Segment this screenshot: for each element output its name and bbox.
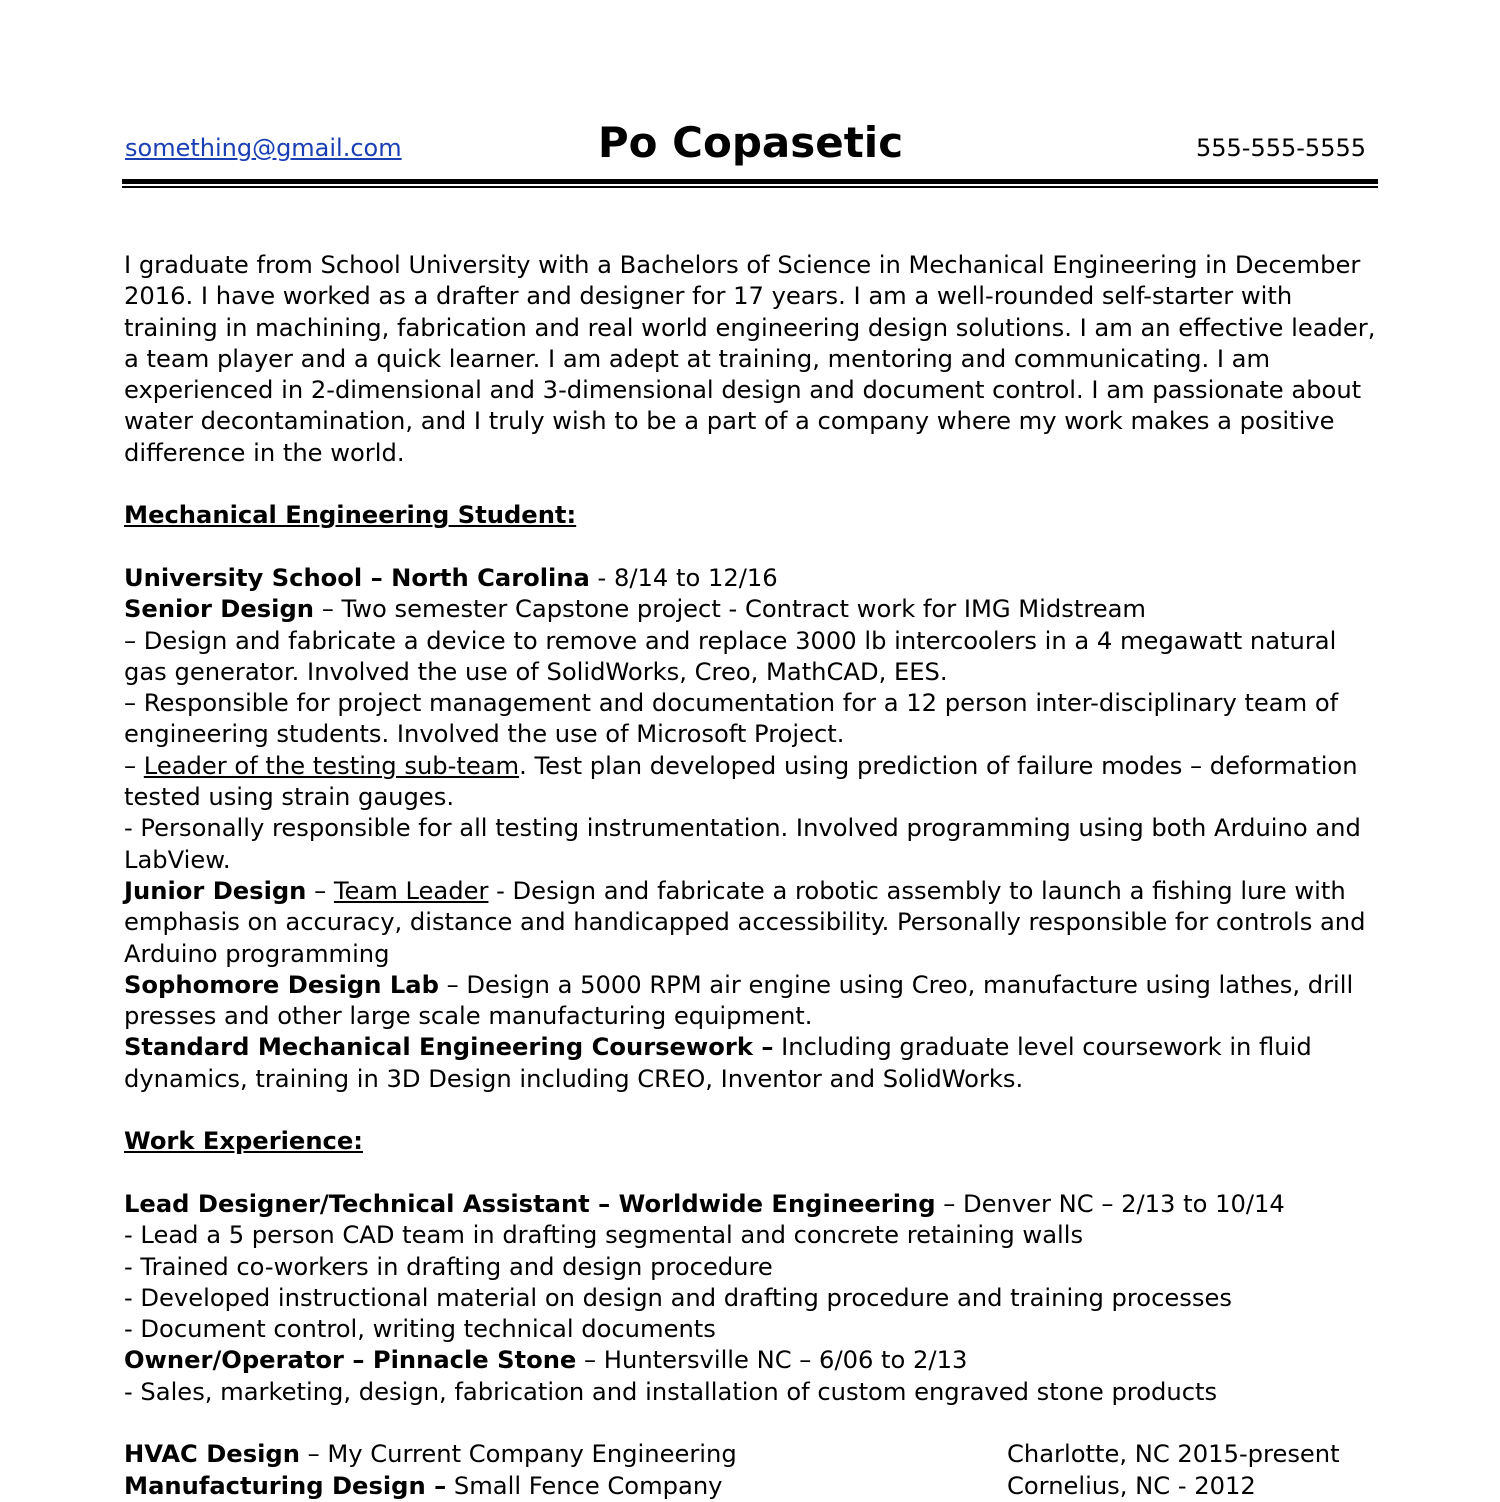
junior-sep: – (306, 876, 334, 905)
school-dates: - 8/14 to 12/16 (589, 563, 778, 592)
other-job-desc: Small Fence Company (446, 1471, 723, 1500)
senior-bullet-3 (124, 751, 1386, 814)
job-2-meta: – Huntersville NC – 6/06 to 2/13 (576, 1346, 968, 1375)
header-divider-thin (122, 186, 1378, 188)
other-job-row (124, 1439, 1386, 1470)
job-1-item: - Lead a 5 person CAD team in drafting segmental and concrete retaining walls (124, 1221, 1084, 1250)
senior-bullet-4: - Personally responsible for all testing instrumentation. Involved programming using both Arduino and LabView. (124, 814, 1361, 874)
summary-paragraph: I graduate from School University with a Bachelors of Science in Mechanical Engineering in December 2016. I have worked as a drafter and designer for 17 years. I am a well-rounded self-starter with training in machining, fabrication and real world engineering design solutions. I am an effective leader, a team player and a quick learner. I am adept at training, mentoring and communicating. I am experienced in 2-dimensional and 3-dimensional design and document control. I am passionate about water decontamination, and I truly wish to be a part of a company where my work makes a positive difference in the world. (124, 251, 1376, 467)
bullet-3-rest: . Test plan developed using prediction of failure modes – deformation tested using strain gauges. (124, 751, 1358, 812)
senior-bullet-1: – Design and fabricate a device to remove and replace 3000 lb intercoolers in a 4 megawatt natural gas generator. Involved the use of SolidWorks, Creo, MathCAD, EES. (124, 626, 1337, 686)
school-line (124, 563, 1386, 594)
senior-bullet-2: – Responsible for project management and documentation for a 12 person inter-disciplinary team of engineering students. Involved the use of Microsoft Project. (124, 689, 1339, 749)
other-job-left (124, 1471, 1007, 1502)
resume-body (124, 250, 1386, 1502)
bullet-prefix: – (124, 751, 144, 780)
other-job-left (124, 1439, 1007, 1470)
job-1-meta: – Denver NC – 2/13 to 10/14 (935, 1189, 1285, 1218)
other-job-row (124, 1471, 1386, 1502)
job-2-title: Owner/Operator – Pinnacle Stone (124, 1346, 577, 1375)
sophomore-design-desc: – Design a 5000 RPM air engine using Creo, manufacture using lathes, drill presses and other large scale manufacturing equipment. (124, 970, 1354, 1031)
school-name: University School – North Carolina (124, 563, 590, 592)
other-job-title: Manufacturing Design – (124, 1471, 447, 1500)
header-divider-thick (122, 179, 1378, 184)
education-heading: Mechanical Engineering Student: (124, 501, 577, 530)
sophomore-design-title: Sophomore Design Lab (124, 970, 439, 999)
job-1-line (124, 1189, 1386, 1220)
coursework-desc: Including graduate level coursework in fluid dynamics, training in 3D Design including CREO, Inventor and SolidWorks. (124, 1033, 1312, 1093)
coursework-line (124, 1032, 1386, 1095)
senior-design-desc: – Two semester Capstone project - Contract work for IMG Midstream (314, 595, 1146, 624)
senior-design-line (124, 594, 1386, 625)
other-job-title: HVAC Design (124, 1440, 300, 1469)
candidate-name: Po Copasetic (597, 118, 904, 167)
job-1-item: - Developed instructional material on design and drafting procedure and training processes (124, 1283, 1232, 1312)
junior-design-title: Junior Design (124, 876, 307, 905)
job-1-item: - Document control, writing technical documents (124, 1315, 716, 1344)
testing-leader-text: Leader of the testing sub-team (143, 751, 520, 780)
work-heading: Work Experience: (124, 1127, 363, 1156)
senior-design-title: Senior Design (124, 595, 315, 624)
job-1-title: Lead Designer/Technical Assistant – Worldwide Engineering (124, 1189, 936, 1218)
other-job-location: Cornelius, NC - 2012 (1007, 1471, 1256, 1500)
job-1-item: - Trained co-workers in drafting and design procedure (124, 1252, 773, 1281)
email-link[interactable]: something@gmail.com (125, 134, 402, 162)
other-job-location: Charlotte, NC 2015-present (1007, 1440, 1340, 1469)
team-leader-text: Team Leader (333, 876, 489, 905)
coursework-title: Standard Mechanical Engineering Coursework – (124, 1033, 774, 1062)
sophomore-design-line (124, 970, 1386, 1033)
phone-number: 555-555-5555 (1195, 134, 1366, 162)
job-2-line (124, 1345, 1386, 1376)
resume-header (123, 118, 1378, 178)
junior-design-line (124, 876, 1386, 970)
junior-design-desc: - Design and fabricate a robotic assembly to launch a fishing lure with emphasis on accuracy, distance and handicapped accessibility. Personally responsible for controls and Arduino programming (124, 876, 1366, 968)
other-job-desc: – My Current Company Engineering (299, 1440, 737, 1469)
job-2-item: - Sales, marketing, design, fabrication and installation of custom engraved stone products (124, 1377, 1218, 1406)
